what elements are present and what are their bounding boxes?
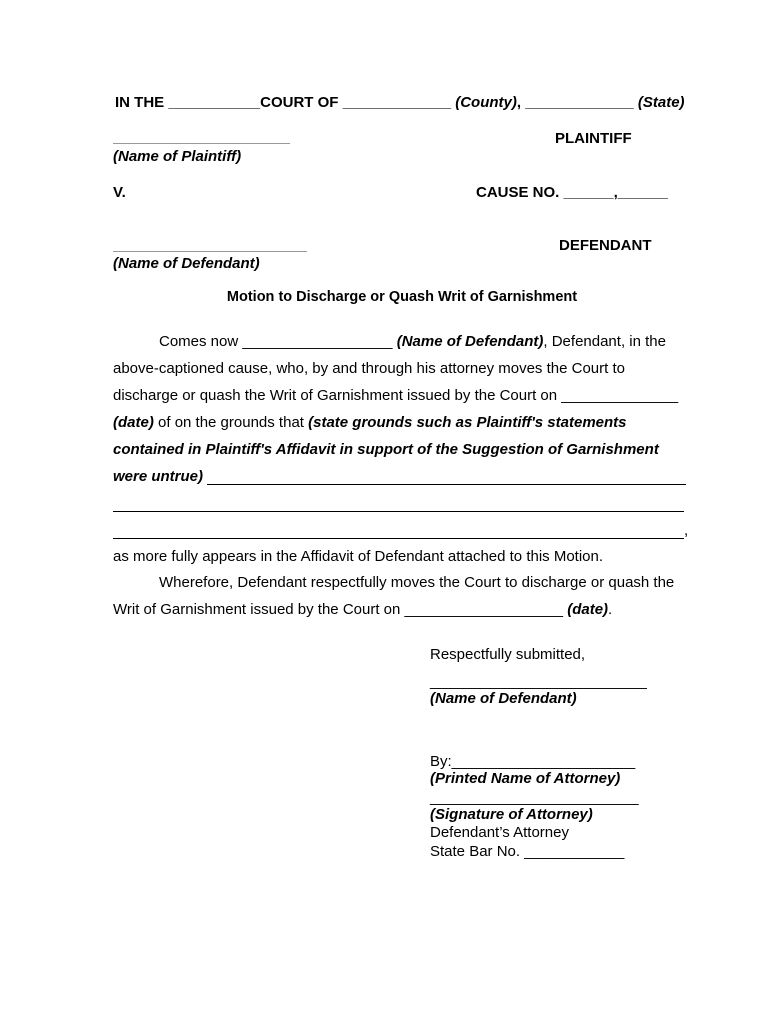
grounds-line-1[interactable] [207, 484, 686, 485]
plaintiff-label: PLAINTIFF [555, 130, 632, 147]
attorney-signature-blank[interactable]: _________________________ [430, 789, 639, 806]
state-blank[interactable]: _____________ [525, 94, 634, 111]
date-label-inline: (date) [113, 414, 154, 431]
state-grounds-text: (state grounds such as Plaintiff's statements [308, 414, 627, 431]
body-line-5: contained in Plaintiff's Affidavit in support of the Suggestion of Garnishment [113, 441, 659, 458]
defendant-name-line[interactable] [113, 251, 307, 252]
grounds-line-2[interactable] [113, 511, 684, 512]
grounds-comma: , [684, 522, 689, 539]
defendants-attorney: Defendant’s Attorney [430, 824, 569, 841]
state-bar-number[interactable]: State Bar No. ____________ [430, 843, 625, 860]
court-blank[interactable]: ___________ [168, 94, 261, 111]
body-line-10: Wherefore, Defendant respectfully moves the Court to discharge or quash the [159, 574, 675, 591]
date-label-inline-2: (date) [567, 601, 609, 618]
versus-label: V. [113, 184, 126, 201]
comes-now-text: Comes now __________________ [159, 333, 397, 350]
court-of-text: COURT OF [260, 94, 339, 111]
printed-name-of-attorney: (Printed Name of Attorney) [430, 770, 621, 787]
respectfully-submitted: Respectfully submitted, [430, 646, 586, 663]
county-blank[interactable]: _____________ [342, 94, 452, 111]
grounds-text: of on the grounds that [153, 414, 309, 431]
by-attorney-blank[interactable]: By:______________________ [430, 753, 636, 770]
body-line-11 [113, 600, 612, 620]
period-text: . [608, 601, 613, 618]
defendant-in-text: , Defendant, in the [543, 333, 666, 350]
body-line-1 [159, 332, 666, 352]
in-the-text: IN THE [115, 94, 165, 111]
defendant-signature-blank[interactable]: __________________________ [430, 673, 647, 690]
name-of-defendant-label: (Name of Defendant) [113, 255, 260, 272]
plaintiff-name-line[interactable] [113, 143, 290, 144]
state-label: (State) [637, 94, 685, 111]
caption-line [115, 94, 685, 111]
cause-number[interactable]: CAUSE NO. ______,______ [476, 184, 668, 201]
document-title: Motion to Discharge or Quash Writ of Garnishment [226, 289, 578, 305]
name-of-plaintiff-label: (Name of Plaintiff) [113, 148, 242, 165]
body-line-4 [113, 413, 627, 433]
signature-name-of-defendant: (Name of Defendant) [430, 690, 577, 707]
writ-issued-text: Writ of Garnishment issued by the Court on ___________________ [113, 601, 568, 618]
body-line-9: as more fully appears in the Affidavit of Defendant attached to this Motion. [113, 548, 604, 565]
name-of-defendant-inline: (Name of Defendant) [396, 333, 544, 350]
grounds-line-3[interactable] [113, 538, 684, 539]
body-line-6: were untrue) [113, 468, 204, 485]
defendant-label: DEFENDANT [559, 237, 652, 254]
body-line-3: discharge or quash the Writ of Garnishment issued by the Court on ______________ [113, 387, 679, 404]
body-line-2: above-captioned cause, who, by and through his attorney moves the Court to [113, 360, 625, 377]
county-label: (County) [455, 94, 517, 111]
caption-comma: , [516, 94, 522, 111]
signature-of-attorney: (Signature of Attorney) [430, 806, 593, 823]
